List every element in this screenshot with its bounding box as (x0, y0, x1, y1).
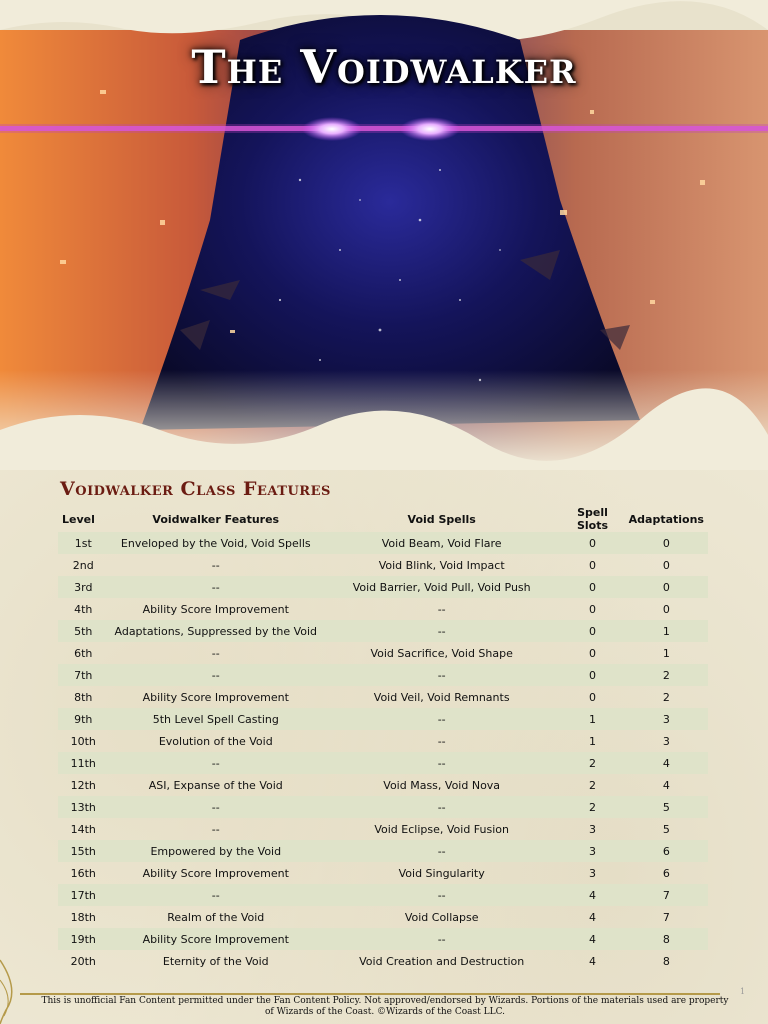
cell-spell-slots: 3 (560, 840, 624, 862)
cell-features: Ability Score Improvement (142, 690, 289, 704)
cell-adaptations: 6 (662, 866, 670, 880)
cell-features: Eternity of the Void (162, 954, 269, 968)
cell-adaptations: 1 (662, 646, 670, 660)
column-header-features: Voidwalker Features (152, 512, 280, 526)
cell-level: 15th (58, 840, 109, 862)
cell-spells: -- (437, 734, 446, 748)
cell-spell-slots: 0 (560, 664, 624, 686)
cell-adaptations: 5 (625, 796, 708, 818)
cell-level: 11th (58, 752, 109, 774)
cell-features: -- (109, 576, 323, 598)
cell-adaptations: 1 (625, 620, 708, 642)
cell-level: 17th (58, 884, 109, 906)
table-row (58, 532, 708, 554)
cell-level: 7th (58, 664, 109, 686)
cell-spell-slots: 1 (589, 734, 596, 748)
cell-spell-slots: 3 (589, 822, 596, 836)
cell-level: 18th (70, 910, 96, 924)
cell-spells: Void Collapse (404, 910, 479, 924)
cell-adaptations: 4 (662, 778, 670, 792)
cell-spell-slots: 2 (560, 796, 624, 818)
cell-features: -- (109, 884, 323, 906)
cell-spell-slots: 0 (589, 690, 596, 704)
cell-adaptations: 7 (625, 884, 708, 906)
cell-features: Enveloped by the Void, Void Spells (109, 532, 323, 554)
column-header-adaptations: Adaptations (628, 512, 704, 526)
cell-adaptations: 3 (662, 734, 670, 748)
cell-features: Ability Score Improvement (142, 866, 289, 880)
cell-spells: Void Blink, Void Impact (378, 558, 505, 572)
table-row (58, 686, 708, 708)
cell-level: 8th (74, 690, 93, 704)
cell-features: -- (109, 752, 323, 774)
table-row (58, 862, 708, 884)
table-row (58, 554, 708, 576)
table-row (58, 884, 708, 906)
page-title: The Voidwalker (191, 40, 577, 94)
table-row (58, 664, 708, 686)
cell-level: 13th (58, 796, 109, 818)
footer-divider (20, 993, 720, 995)
cell-spell-slots: 1 (560, 708, 624, 730)
table-row (58, 598, 708, 620)
cell-spells: Void Eclipse, Void Fusion (374, 822, 509, 836)
cell-spells: Void Beam, Void Flare (323, 532, 560, 554)
table-row (58, 840, 708, 862)
cell-level: 9th (58, 708, 109, 730)
table-row (58, 950, 708, 972)
cell-spell-slots: 4 (589, 954, 596, 968)
cell-spells: -- (323, 620, 560, 642)
cell-spell-slots: 0 (589, 558, 596, 572)
page-number: 1 (740, 987, 746, 996)
column-header-level: Level (62, 512, 95, 526)
cell-adaptations: 4 (625, 752, 708, 774)
table-row (58, 774, 708, 796)
cell-features: Ability Score Improvement (109, 928, 323, 950)
cell-adaptations: 8 (662, 954, 670, 968)
cell-spells: -- (323, 928, 560, 950)
table-row (58, 796, 708, 818)
corner-flourish-icon (0, 950, 40, 1024)
cell-features: Ability Score Improvement (142, 602, 289, 616)
cell-adaptations: 2 (662, 690, 670, 704)
cell-level: 19th (58, 928, 109, 950)
cell-spells: Void Veil, Void Remnants (373, 690, 510, 704)
cell-spells: -- (323, 664, 560, 686)
cell-level: 12th (70, 778, 96, 792)
table-row (58, 576, 708, 598)
cell-level: 20th (70, 954, 96, 968)
cell-level: 3rd (58, 576, 109, 598)
cell-features: Realm of the Void (167, 910, 265, 924)
cell-spell-slots: 0 (589, 646, 596, 660)
cell-adaptations: 0 (625, 532, 708, 554)
table-body (58, 532, 708, 972)
cell-spells: -- (323, 840, 560, 862)
table-row (58, 708, 708, 730)
cell-spell-slots: 4 (560, 928, 624, 950)
table-row (58, 818, 708, 840)
cell-adaptations: 0 (662, 602, 670, 616)
cell-spells: Void Singularity (398, 866, 485, 880)
cell-features: ASI, Expanse of the Void (148, 778, 283, 792)
table-row (58, 906, 708, 928)
cell-spells: Void Sacrifice, Void Shape (370, 646, 513, 660)
column-header-spells: Void Spells (407, 512, 476, 526)
cell-features: -- (211, 822, 220, 836)
cell-features: Adaptations, Suppressed by the Void (109, 620, 323, 642)
cell-spell-slots: 0 (589, 602, 596, 616)
cell-spell-slots: 0 (560, 576, 624, 598)
cell-features: -- (109, 664, 323, 686)
cell-level: 16th (70, 866, 96, 880)
section-heading: Voidwalker Class Features (60, 478, 331, 500)
cell-spell-slots: 4 (589, 910, 596, 924)
cell-adaptations: 0 (662, 558, 670, 572)
cell-features: -- (109, 796, 323, 818)
cell-spells: -- (437, 602, 446, 616)
cell-spell-slots: 3 (589, 866, 596, 880)
table-header-row (58, 506, 708, 532)
cell-adaptations: 0 (625, 576, 708, 598)
cell-adaptations: 8 (625, 928, 708, 950)
cell-spells: Void Mass, Void Nova (383, 778, 501, 792)
cell-features: Empowered by the Void (109, 840, 323, 862)
cell-spells: -- (323, 708, 560, 730)
table-row (58, 642, 708, 664)
cell-adaptations: 7 (662, 910, 670, 924)
cell-level: 10th (70, 734, 96, 748)
cell-adaptations: 2 (625, 664, 708, 686)
table-row (58, 928, 708, 950)
cell-adaptations: 3 (625, 708, 708, 730)
table-row (58, 752, 708, 774)
cell-spells: Void Creation and Destruction (359, 954, 525, 968)
legal-notice: This is unofficial Fan Content permitted under the Fan Content Policy. Not approved/endorsed by Wizards. Portions of the materials used are property of Wizards of the Coast. ©Wizards of the Coast LLC. (41, 996, 729, 1017)
cell-level: 2nd (72, 558, 94, 572)
cell-spell-slots: 2 (560, 752, 624, 774)
cell-features: -- (211, 646, 220, 660)
cell-spells: -- (323, 752, 560, 774)
cell-features: 5th Level Spell Casting (109, 708, 323, 730)
cell-adaptations: 5 (662, 822, 670, 836)
cell-spell-slots: 0 (560, 532, 624, 554)
cell-features: -- (211, 558, 220, 572)
cell-spells: -- (323, 796, 560, 818)
class-features-table (58, 506, 708, 972)
cell-adaptations: 6 (625, 840, 708, 862)
column-header-spell-slots: Spell Slots (576, 506, 609, 532)
cell-level: 6th (74, 646, 93, 660)
cell-level: 1st (58, 532, 109, 554)
table-row (58, 730, 708, 752)
cell-spell-slots: 0 (560, 620, 624, 642)
cell-spell-slots: 4 (560, 884, 624, 906)
cell-features: Evolution of the Void (158, 734, 273, 748)
cell-spells: -- (323, 884, 560, 906)
cell-level: 14th (70, 822, 96, 836)
cell-spells: Void Barrier, Void Pull, Void Push (323, 576, 560, 598)
cell-spell-slots: 2 (589, 778, 596, 792)
cell-level: 5th (58, 620, 109, 642)
table-row (58, 620, 708, 642)
cell-level: 4th (74, 602, 93, 616)
